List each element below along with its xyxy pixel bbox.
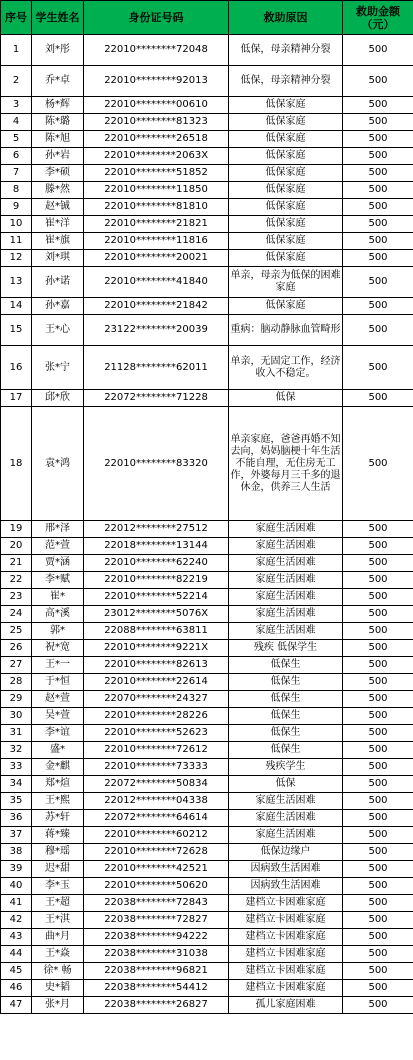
student-name-cell: 王*淇 [32, 912, 84, 929]
row-index-cell: 43 [1, 929, 32, 946]
aid-reason-cell: 家庭生活困难 [229, 827, 343, 844]
student-name-cell: 李*赋 [32, 572, 84, 589]
table-row [1, 691, 413, 708]
table-row [1, 708, 413, 725]
aid-amount-cell: 500 [343, 589, 413, 606]
aid-reason-cell: 低保家庭 [229, 148, 343, 165]
aid-amount-cell: 500 [343, 861, 413, 878]
aid-amount-cell: 500 [343, 35, 413, 66]
id-number-cell: 22010********51852 [84, 165, 229, 182]
table-row [1, 315, 413, 346]
id-number-cell: 22010********82613 [84, 657, 229, 674]
table-row [1, 946, 413, 963]
student-name-cell: 史*韬 [32, 980, 84, 997]
table-row [1, 827, 413, 844]
aid-reason-cell: 低保生 [229, 691, 343, 708]
row-index-cell: 24 [1, 606, 32, 623]
aid-reason-cell: 低保，母亲精神分裂 [229, 66, 343, 97]
aid-amount-cell: 500 [343, 538, 413, 555]
student-name-cell: 郭* [32, 623, 84, 640]
student-name-cell: 赵*萱 [32, 691, 84, 708]
table-row [1, 997, 413, 1014]
row-index-cell: 39 [1, 861, 32, 878]
aid-amount-cell: 500 [343, 895, 413, 912]
table-row [1, 725, 413, 742]
header-student-name: 学生姓名 [32, 1, 84, 35]
student-name-cell: 孙*诺 [32, 267, 84, 298]
row-index-cell: 19 [1, 521, 32, 538]
aid-amount-cell: 500 [343, 298, 413, 315]
student-name-cell: 迟*甜 [32, 861, 84, 878]
row-index-cell: 41 [1, 895, 32, 912]
aid-amount-cell: 500 [343, 390, 413, 407]
table-row [1, 810, 413, 827]
table-row [1, 929, 413, 946]
aid-amount-cell: 500 [343, 793, 413, 810]
row-index-cell: 10 [1, 216, 32, 233]
id-number-cell: 22010********28226 [84, 708, 229, 725]
aid-reason-cell: 建档立卡困难家庭 [229, 946, 343, 963]
aid-amount-cell: 500 [343, 810, 413, 827]
aid-reason-cell: 低保生 [229, 725, 343, 742]
id-number-cell: 22010********81810 [84, 199, 229, 216]
row-index-cell: 22 [1, 572, 32, 589]
aid-reason-cell: 家庭生活困难 [229, 589, 343, 606]
id-number-cell: 22010********83320 [84, 407, 229, 521]
row-index-cell: 29 [1, 691, 32, 708]
aid-reason-cell: 建档立卡困难家庭 [229, 895, 343, 912]
id-number-cell: 22010********22614 [84, 674, 229, 691]
id-number-cell: 22010********11816 [84, 233, 229, 250]
aid-reason-cell: 因病致生活困难 [229, 861, 343, 878]
row-index-cell: 35 [1, 793, 32, 810]
id-number-cell: 22010********62240 [84, 555, 229, 572]
student-name-cell: 曲*月 [32, 929, 84, 946]
id-number-cell: 22010********81323 [84, 114, 229, 131]
header-row [1, 1, 413, 35]
student-name-cell: 邢*泽 [32, 521, 84, 538]
aid-reason-cell: 家庭生活困难 [229, 521, 343, 538]
student-name-cell: 于*恒 [32, 674, 84, 691]
id-number-cell: 22038********26827 [84, 997, 229, 1014]
aid-amount-cell: 500 [343, 165, 413, 182]
aid-amount-cell: 500 [343, 946, 413, 963]
table-row [1, 759, 413, 776]
header-index: 序号 [1, 1, 32, 35]
student-name-cell: 李*硕 [32, 165, 84, 182]
aid-reason-cell: 低保边缘户 [229, 844, 343, 861]
aid-amount-cell: 500 [343, 759, 413, 776]
aid-reason-cell: 低保家庭 [229, 114, 343, 131]
row-index-cell: 30 [1, 708, 32, 725]
student-name-cell: 高*溪 [32, 606, 84, 623]
table-row [1, 407, 413, 521]
student-name-cell: 王*熙 [32, 793, 84, 810]
student-name-cell: 邱*欣 [32, 390, 84, 407]
aid-amount-cell: 500 [343, 346, 413, 390]
aid-reason-cell: 低保家庭 [229, 298, 343, 315]
id-number-cell: 22010********11850 [84, 182, 229, 199]
aid-amount-cell: 500 [343, 742, 413, 759]
student-name-cell: 赵*铖 [32, 199, 84, 216]
aid-amount-cell: 500 [343, 216, 413, 233]
aid-amount-cell: 500 [343, 606, 413, 623]
aid-reason-cell: 低保家庭 [229, 182, 343, 199]
row-index-cell: 7 [1, 165, 32, 182]
id-number-cell: 22038********96821 [84, 963, 229, 980]
id-number-cell: 22010********52623 [84, 725, 229, 742]
table-row [1, 298, 413, 315]
row-index-cell: 12 [1, 250, 32, 267]
row-index-cell: 23 [1, 589, 32, 606]
student-name-cell: 滕*然 [32, 182, 84, 199]
student-name-cell: 崔*旗 [32, 233, 84, 250]
aid-reason-cell: 孤儿家庭困难 [229, 997, 343, 1014]
id-number-cell: 22010********72612 [84, 742, 229, 759]
row-index-cell: 1 [1, 35, 32, 66]
student-name-cell: 刘*彤 [32, 35, 84, 66]
aid-reason-cell: 低保家庭 [229, 131, 343, 148]
row-index-cell: 38 [1, 844, 32, 861]
student-name-cell: 崔* [32, 589, 84, 606]
id-number-cell: 22038********72827 [84, 912, 229, 929]
id-number-cell: 22010********21842 [84, 298, 229, 315]
student-name-cell: 孙*岩 [32, 148, 84, 165]
table-row [1, 572, 413, 589]
aid-amount-cell: 500 [343, 725, 413, 742]
table-row [1, 640, 413, 657]
table-row [1, 35, 413, 66]
id-number-cell: 22010********26518 [84, 131, 229, 148]
row-index-cell: 28 [1, 674, 32, 691]
aid-reason-cell: 家庭生活困难 [229, 606, 343, 623]
id-number-cell: 23012********5076X [84, 606, 229, 623]
id-number-cell: 22010********72048 [84, 35, 229, 66]
row-index-cell: 16 [1, 346, 32, 390]
student-name-cell: 盛* [32, 742, 84, 759]
table-row [1, 148, 413, 165]
aid-amount-cell: 500 [343, 674, 413, 691]
row-index-cell: 3 [1, 97, 32, 114]
student-name-cell: 王*心 [32, 315, 84, 346]
student-name-cell: 贾*涵 [32, 555, 84, 572]
aid-amount-cell: 500 [343, 691, 413, 708]
student-name-cell: 穆*瑶 [32, 844, 84, 861]
student-name-cell: 袁*鸿 [32, 407, 84, 521]
table-row [1, 674, 413, 691]
aid-amount-cell: 500 [343, 844, 413, 861]
aid-amount-cell: 500 [343, 980, 413, 997]
aid-reason-cell: 建档立卡困难家庭 [229, 963, 343, 980]
id-number-cell: 22010********52214 [84, 589, 229, 606]
row-index-cell: 17 [1, 390, 32, 407]
aid-amount-cell: 500 [343, 776, 413, 793]
student-name-cell: 吴*萱 [32, 708, 84, 725]
table-row [1, 980, 413, 997]
table-body [1, 35, 413, 1014]
table-row [1, 267, 413, 298]
aid-amount-cell: 500 [343, 640, 413, 657]
id-number-cell: 22088********63811 [84, 623, 229, 640]
student-name-cell: 张*宁 [32, 346, 84, 390]
table-row [1, 793, 413, 810]
id-number-cell: 22010********92013 [84, 66, 229, 97]
aid-amount-cell: 500 [343, 997, 413, 1014]
student-name-cell: 李*玉 [32, 878, 84, 895]
student-name-cell: 金*麒 [32, 759, 84, 776]
id-number-cell: 23122********20039 [84, 315, 229, 346]
table-row [1, 199, 413, 216]
table-row [1, 131, 413, 148]
row-index-cell: 33 [1, 759, 32, 776]
table-row [1, 538, 413, 555]
aid-amount-cell: 500 [343, 315, 413, 346]
table-row [1, 776, 413, 793]
id-number-cell: 22010********9221X [84, 640, 229, 657]
row-index-cell: 5 [1, 131, 32, 148]
table-row [1, 895, 413, 912]
id-number-cell: 22010********42521 [84, 861, 229, 878]
table-row [1, 844, 413, 861]
aid-reason-cell: 家庭生活困难 [229, 810, 343, 827]
header-aid-reason: 救助原因 [229, 1, 343, 35]
student-name-cell: 陈*璐 [32, 114, 84, 131]
id-number-cell: 22010********41840 [84, 267, 229, 298]
row-index-cell: 47 [1, 997, 32, 1014]
row-index-cell: 21 [1, 555, 32, 572]
id-number-cell: 22072********71228 [84, 390, 229, 407]
aid-reason-cell: 低保生 [229, 657, 343, 674]
id-number-cell: 22010********2063X [84, 148, 229, 165]
aid-reason-cell: 低保家庭 [229, 199, 343, 216]
student-name-cell: 蒋*臻 [32, 827, 84, 844]
student-name-cell: 范*萱 [32, 538, 84, 555]
student-name-cell: 王*焱 [32, 946, 84, 963]
table-row [1, 555, 413, 572]
row-index-cell: 34 [1, 776, 32, 793]
row-index-cell: 8 [1, 182, 32, 199]
row-index-cell: 14 [1, 298, 32, 315]
aid-amount-cell: 500 [343, 97, 413, 114]
aid-amount-cell: 500 [343, 708, 413, 725]
id-number-cell: 22072********50834 [84, 776, 229, 793]
row-index-cell: 6 [1, 148, 32, 165]
row-index-cell: 9 [1, 199, 32, 216]
row-index-cell: 11 [1, 233, 32, 250]
aid-reason-cell: 家庭生活困难 [229, 623, 343, 640]
student-name-cell: 苏*轩 [32, 810, 84, 827]
row-index-cell: 44 [1, 946, 32, 963]
aid-reason-cell: 建档立卡困难家庭 [229, 912, 343, 929]
header-id-number: 身份证号码 [84, 1, 229, 35]
id-number-cell: 22038********31038 [84, 946, 229, 963]
aid-reason-cell: 重病：脑动静脉血管畸形 [229, 315, 343, 346]
id-number-cell: 22010********21821 [84, 216, 229, 233]
aid-reason-cell: 家庭生活困难 [229, 572, 343, 589]
row-index-cell: 45 [1, 963, 32, 980]
aid-reason-cell: 低保家庭 [229, 165, 343, 182]
row-index-cell: 46 [1, 980, 32, 997]
aid-reason-cell: 低保家庭 [229, 233, 343, 250]
row-index-cell: 25 [1, 623, 32, 640]
id-number-cell: 22018********13144 [84, 538, 229, 555]
header-aid-amount: 救助金额（元） [343, 1, 413, 35]
table-row [1, 66, 413, 97]
aid-reason-cell: 残疾学生 [229, 759, 343, 776]
aid-amount-cell: 500 [343, 657, 413, 674]
aid-amount-cell: 500 [343, 623, 413, 640]
table-row [1, 216, 413, 233]
aid-reason-cell: 低保生 [229, 708, 343, 725]
aid-reason-cell: 低保 [229, 390, 343, 407]
aid-reason-cell: 家庭生活困难 [229, 555, 343, 572]
table-row [1, 912, 413, 929]
aid-reason-cell: 低保家庭 [229, 250, 343, 267]
table-row [1, 346, 413, 390]
id-number-cell: 22010********82219 [84, 572, 229, 589]
aid-amount-cell: 500 [343, 878, 413, 895]
table-row [1, 233, 413, 250]
student-name-cell: 陈*旭 [32, 131, 84, 148]
row-index-cell: 32 [1, 742, 32, 759]
student-name-cell: 崔*洋 [32, 216, 84, 233]
table-row [1, 97, 413, 114]
aid-reason-cell: 低保家庭 [229, 216, 343, 233]
row-index-cell: 31 [1, 725, 32, 742]
row-index-cell: 20 [1, 538, 32, 555]
id-number-cell: 22010********60212 [84, 827, 229, 844]
table-row [1, 742, 413, 759]
table-row [1, 606, 413, 623]
aid-amount-cell: 500 [343, 407, 413, 521]
aid-amount-cell: 500 [343, 267, 413, 298]
id-number-cell: 22010********72628 [84, 844, 229, 861]
aid-amount-cell: 500 [343, 66, 413, 97]
row-index-cell: 42 [1, 912, 32, 929]
id-number-cell: 22010********00610 [84, 97, 229, 114]
aid-reason-cell: 残疾 低保学生 [229, 640, 343, 657]
aid-reason-cell: 单亲家庭，爸爸再婚不知去向，妈妈脑梗十年生活不能自理，无住房无工作，外婆每月三千多的退休金，供养三人生活 [229, 407, 343, 521]
student-name-cell: 王*超 [32, 895, 84, 912]
aid-amount-cell: 500 [343, 182, 413, 199]
aid-reason-cell: 单亲，无固定工作，经济收入不稳定。 [229, 346, 343, 390]
aid-reason-cell: 低保家庭 [229, 97, 343, 114]
row-index-cell: 2 [1, 66, 32, 97]
row-index-cell: 15 [1, 315, 32, 346]
id-number-cell: 22070********24327 [84, 691, 229, 708]
row-index-cell: 27 [1, 657, 32, 674]
row-index-cell: 18 [1, 407, 32, 521]
row-index-cell: 36 [1, 810, 32, 827]
row-index-cell: 26 [1, 640, 32, 657]
table-row [1, 114, 413, 131]
table-row [1, 250, 413, 267]
student-name-cell: 乔*卓 [32, 66, 84, 97]
table-row [1, 390, 413, 407]
id-number-cell: 22072********64614 [84, 810, 229, 827]
aid-reason-cell: 家庭生活困难 [229, 793, 343, 810]
aid-amount-cell: 500 [343, 912, 413, 929]
id-number-cell: 22038********94222 [84, 929, 229, 946]
row-index-cell: 4 [1, 114, 32, 131]
aid-amount-cell: 500 [343, 555, 413, 572]
id-number-cell: 22010********73333 [84, 759, 229, 776]
student-name-cell: 王*一 [32, 657, 84, 674]
table-row [1, 589, 413, 606]
id-number-cell: 22038********72843 [84, 895, 229, 912]
id-number-cell: 22010********20021 [84, 250, 229, 267]
aid-amount-cell: 500 [343, 572, 413, 589]
aid-reason-cell: 因病致生活困难 [229, 878, 343, 895]
aid-reason-cell: 家庭生活困难 [229, 538, 343, 555]
student-name-cell: 张*月 [32, 997, 84, 1014]
table-row [1, 878, 413, 895]
row-index-cell: 37 [1, 827, 32, 844]
aid-reason-cell: 建档立卡困难家庭 [229, 980, 343, 997]
aid-amount-cell: 500 [343, 250, 413, 267]
table-row [1, 182, 413, 199]
row-index-cell: 40 [1, 878, 32, 895]
id-number-cell: 22010********50620 [84, 878, 229, 895]
aid-amount-cell: 500 [343, 114, 413, 131]
student-name-cell: 郑*煊 [32, 776, 84, 793]
table-row [1, 861, 413, 878]
aid-reason-cell: 低保生 [229, 674, 343, 691]
table-row [1, 963, 413, 980]
student-name-cell: 刘*琪 [32, 250, 84, 267]
table-row [1, 521, 413, 538]
table-row [1, 657, 413, 674]
aid-amount-cell: 500 [343, 827, 413, 844]
table-row [1, 165, 413, 182]
aid-amount-cell: 500 [343, 963, 413, 980]
aid-reason-cell: 单亲，母亲为低保的困难家庭 [229, 267, 343, 298]
table-row [1, 623, 413, 640]
id-number-cell: 22038********54412 [84, 980, 229, 997]
aid-reason-cell: 建档立卡困难家庭 [229, 929, 343, 946]
aid-amount-cell: 500 [343, 199, 413, 216]
aid-amount-cell: 500 [343, 929, 413, 946]
aid-reason-cell: 低保，母亲精神分裂 [229, 35, 343, 66]
aid-reason-cell: 低保生 [229, 742, 343, 759]
student-name-cell: 徐* 畅 [32, 963, 84, 980]
student-name-cell: 孙*嘉 [32, 298, 84, 315]
aid-amount-cell: 500 [343, 131, 413, 148]
aid-amount-cell: 500 [343, 233, 413, 250]
row-index-cell: 13 [1, 267, 32, 298]
student-name-cell: 李*谊 [32, 725, 84, 742]
student-name-cell: 杨*辉 [32, 97, 84, 114]
id-number-cell: 21128********62011 [84, 346, 229, 390]
aid-amount-cell: 500 [343, 521, 413, 538]
aid-reason-cell: 低保 [229, 776, 343, 793]
id-number-cell: 22012********04338 [84, 793, 229, 810]
aid-amount-cell: 500 [343, 148, 413, 165]
id-number-cell: 22012********27512 [84, 521, 229, 538]
student-name-cell: 祝*宽 [32, 640, 84, 657]
